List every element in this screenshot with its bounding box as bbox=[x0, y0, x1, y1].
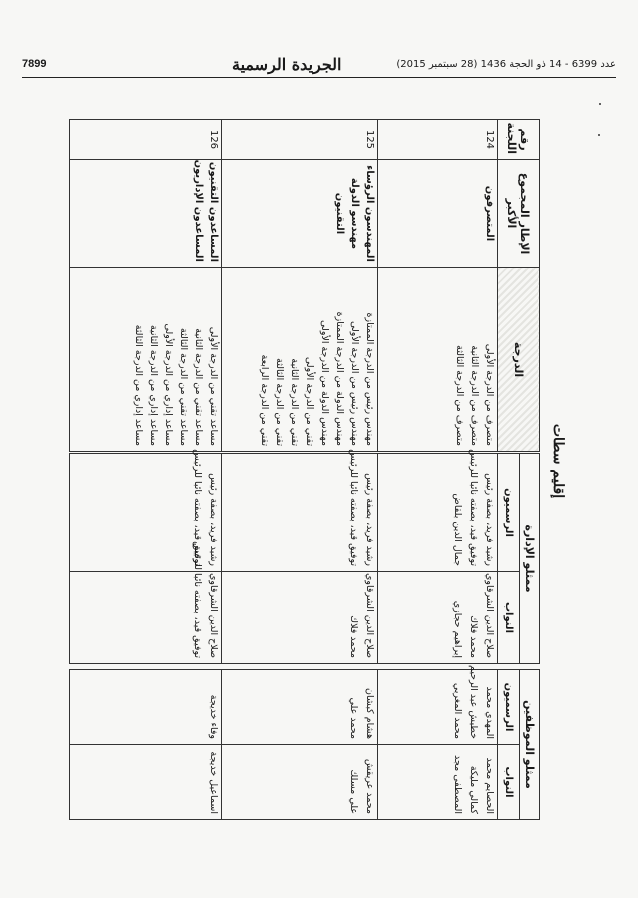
admin-substitute-cell bbox=[70, 541, 222, 664]
name-item: اسماعيل خديجة bbox=[208, 751, 219, 815]
name-item: توفيق قيد، بصفته نائبا للرئيس bbox=[348, 449, 359, 566]
table-row bbox=[378, 120, 498, 452]
name-item: المهدي محمد bbox=[484, 686, 495, 739]
issue-info: عدد 6399 - 14 ذو الحجة 1436 (28 سبتمبر 2015) bbox=[396, 59, 616, 70]
grade-item: مهندس الدولة من الدرجة الأولى bbox=[319, 320, 330, 446]
staff-titular-cell bbox=[378, 664, 498, 745]
name-item: محمد علي bbox=[348, 697, 359, 739]
name-item: خطيش عبد الرحيم bbox=[468, 664, 479, 739]
grade-item: مساعد تقني من الدرجة الثانية bbox=[193, 328, 204, 446]
admin-representatives-table bbox=[69, 449, 540, 664]
grade-item: متصرف من الدرجة الثانية bbox=[469, 345, 480, 446]
page-header bbox=[22, 56, 616, 78]
admin-substitute-header: النواب bbox=[498, 572, 520, 664]
section-title: إقليم سطات bbox=[550, 423, 566, 499]
speck bbox=[599, 103, 601, 105]
committee-number: 124 bbox=[378, 120, 498, 160]
admin-titular-cell bbox=[222, 449, 378, 572]
table-row bbox=[222, 120, 378, 452]
rotated-table-block bbox=[70, 103, 576, 819]
table-row bbox=[378, 454, 498, 664]
page-number: 7899 bbox=[22, 58, 47, 70]
corps-name bbox=[70, 160, 222, 268]
grade-list bbox=[378, 268, 498, 452]
staff-titular-cell bbox=[70, 670, 222, 745]
name-item: رشيد فريد، بصفة رئيس bbox=[484, 473, 495, 566]
table-row bbox=[70, 670, 222, 820]
staff-substitute-cell bbox=[70, 745, 222, 820]
table-row bbox=[70, 454, 222, 664]
header-corps: الإطار المجموع الأكبر bbox=[498, 160, 540, 268]
name-item: محمد المغربي bbox=[452, 682, 463, 739]
grade-item: تقني من الدرجة الثالثة bbox=[274, 358, 285, 446]
staff-substitute-cell bbox=[378, 745, 498, 820]
grade-item: مهندس رئيس من الدرجة الأولى bbox=[349, 320, 360, 446]
header-rule bbox=[22, 77, 616, 78]
name-item: صلاح الدين الشرقاوي bbox=[208, 573, 219, 659]
name-item: رشيد فريد، بصفة رئيس bbox=[364, 473, 375, 566]
corps-name bbox=[222, 160, 378, 268]
grade-list bbox=[222, 268, 378, 452]
grades-table bbox=[69, 119, 540, 452]
staff-titular-header: الرسميون bbox=[498, 670, 520, 745]
header-committee-number: رقم اللجنة bbox=[498, 120, 540, 160]
name-item: محمد فلاك bbox=[468, 615, 479, 659]
admin-substitute-cell bbox=[222, 572, 378, 664]
name-item: هشام كبشان bbox=[364, 687, 375, 739]
committee-number: 126 bbox=[70, 120, 222, 160]
name-item: توفيق قيد، بصفته نائبا للرئيس bbox=[192, 449, 203, 566]
grade-item: تقني من الدرجة الثانية bbox=[289, 358, 300, 446]
grade-item: تقني من الدرجة الأولى bbox=[304, 356, 315, 446]
table-row bbox=[222, 670, 378, 820]
admin-reps-title: ممثلو الإدارة bbox=[520, 454, 540, 664]
name-item: صلاح الدين الشرقاوي bbox=[484, 573, 495, 659]
name-item: محمد فلاك bbox=[348, 615, 359, 659]
grade-item: مساعد تقني من الدرجة الأولى bbox=[208, 326, 219, 446]
staff-representatives-table bbox=[69, 664, 540, 820]
name-item: رشيد فريد، بصفة رئيس bbox=[208, 473, 219, 566]
header-grade: الدرجة bbox=[498, 268, 540, 452]
admin-titular-cell bbox=[378, 449, 498, 572]
staff-substitute-cell bbox=[222, 745, 378, 820]
committee-number: 125 bbox=[222, 120, 378, 160]
name-item: توفيق قيد، بصفته نائبا للرئيس bbox=[468, 449, 479, 566]
grade-item: مساعد إداري من الدرجة الثالثة bbox=[133, 324, 144, 446]
name-item: المصطفى مجد bbox=[452, 755, 463, 815]
table-row bbox=[378, 670, 498, 820]
name-item: توفيق قيد، بصفته نائبا للرئيس bbox=[192, 541, 203, 659]
corps-item: المساعدون الإداريون bbox=[193, 159, 204, 262]
corps-item: المهندسون الرؤساء bbox=[364, 165, 375, 262]
corps-name: المتصرفون bbox=[378, 160, 498, 268]
name-item: محمد عريقش bbox=[364, 758, 375, 815]
grade-item: مساعد تقني من الدرجة الثالثة bbox=[178, 328, 189, 446]
staff-titular-cell bbox=[222, 670, 378, 745]
corps-item: مهندسو الدولة bbox=[349, 177, 360, 250]
grade-item: مساعد إداري من الدرجة الأولى bbox=[163, 323, 174, 446]
grade-item: مهندس رئيس من الدرجة الممتازة bbox=[364, 312, 375, 446]
name-item: الحصايم محمد bbox=[484, 757, 495, 815]
grade-list bbox=[70, 268, 222, 452]
grade-item: مهندس الدولة من الدرجة الممتازة bbox=[334, 311, 345, 446]
table-row bbox=[70, 120, 222, 452]
table-row bbox=[222, 454, 378, 664]
admin-titular-header: الرسميون bbox=[498, 454, 520, 572]
name-item: إبراهيم حجازي bbox=[452, 600, 463, 659]
name-item: صلاح الدين الشرقاوي bbox=[364, 573, 375, 659]
grade-item: تقني من الدرجة الرابعة bbox=[259, 354, 270, 446]
admin-substitute-cell bbox=[378, 572, 498, 664]
name-item: جمال الدين بلقاض bbox=[452, 493, 463, 566]
name-item: علي مسلك bbox=[348, 769, 359, 815]
staff-reps-title: ممثلو الموظفين bbox=[520, 670, 540, 820]
speck bbox=[598, 134, 600, 136]
corps-item: المساعدون التقنيون bbox=[208, 161, 219, 262]
grade-item: متصرف من الدرجة الأولى bbox=[484, 343, 495, 446]
staff-substitute-header: النواب bbox=[498, 745, 520, 820]
journal-title: الجريدة الرسمية bbox=[232, 55, 342, 74]
grade-item: مساعد إداري من الدرجة الثانية bbox=[148, 324, 159, 446]
name-item: وفاء خديجة bbox=[208, 694, 219, 739]
grade-item: متصرف من الدرجة الثالثة bbox=[454, 345, 465, 446]
name-item: كمالي مليكة bbox=[468, 765, 479, 815]
corps-item: التقنيون bbox=[334, 192, 345, 235]
